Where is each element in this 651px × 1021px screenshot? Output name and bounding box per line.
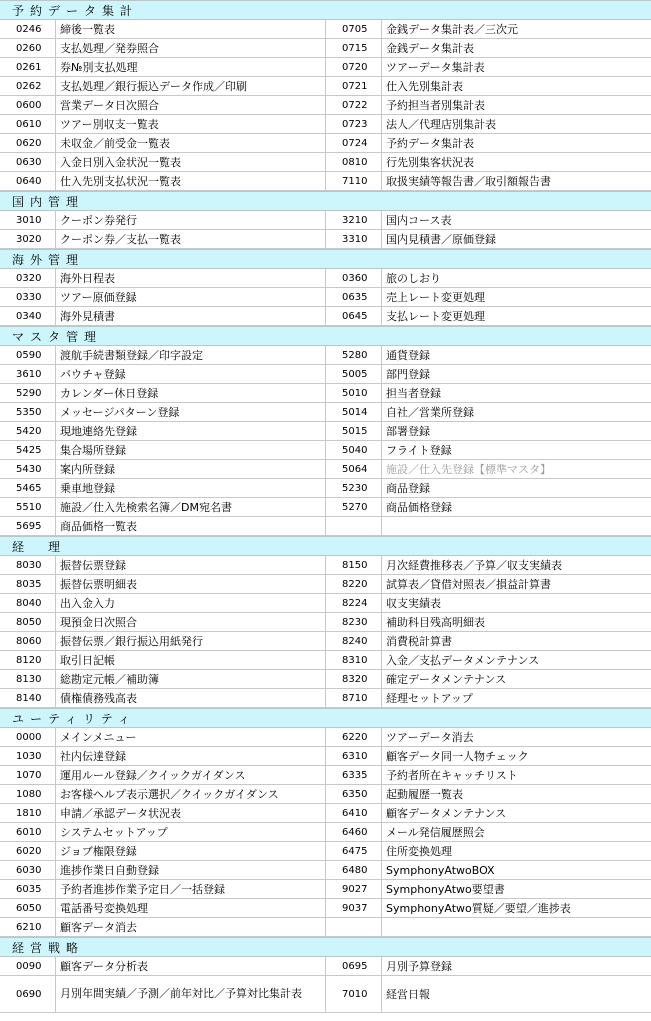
menu-code: 0360	[326, 269, 381, 288]
menu-row	[0, 479, 651, 498]
menu-code: 6035	[0, 880, 55, 899]
menu-code: 5014	[326, 403, 381, 422]
menu-row	[0, 96, 651, 115]
menu-row	[0, 403, 651, 422]
menu-item-link[interactable]: 担当者登録	[381, 384, 651, 403]
menu-code: 0635	[326, 288, 381, 307]
menu-code: 0261	[0, 58, 55, 77]
menu-code: 5695	[0, 517, 55, 536]
menu-code: 9027	[326, 880, 381, 899]
menu-code: 8320	[326, 670, 381, 689]
menu-row	[0, 957, 651, 976]
menu-item-link[interactable]: 取引日記帳	[55, 651, 326, 670]
menu-item-link[interactable]: 集合場所登録	[55, 441, 326, 460]
menu-code: 3020	[0, 230, 55, 249]
menu-code	[326, 517, 381, 536]
menu-item-link[interactable]: 金銭データ集計表	[381, 39, 651, 58]
menu-code: 5465	[0, 479, 55, 498]
menu-item-link[interactable]: 試算表／貸借対照表／損益計算書	[381, 575, 651, 594]
menu-code: 0724	[326, 134, 381, 153]
menu-code: 0695	[326, 957, 381, 976]
menu-item-link[interactable]: フライト登録	[381, 441, 651, 460]
menu-item-link[interactable]: 海外日程表	[55, 269, 326, 288]
menu-code: 6480	[326, 861, 381, 880]
menu-code: 1070	[0, 766, 55, 785]
menu-item-link[interactable]: お客様ヘルプ表示選択／クイックガイダンス	[55, 785, 326, 804]
menu-row	[0, 211, 651, 230]
menu-item-link[interactable]: 顧客データ同一人物チェック	[381, 747, 651, 766]
menu-code: 0620	[0, 134, 55, 153]
menu-code: 0630	[0, 153, 55, 172]
menu-item-link[interactable]: 支払レート変更処理	[381, 307, 651, 326]
menu-item-link[interactable]: 海外見積書	[55, 307, 326, 326]
menu-code: 8040	[0, 594, 55, 613]
section-header: マスタ管理	[0, 326, 651, 346]
menu-item-link[interactable]: 予約データ集計表	[381, 134, 651, 153]
menu-row	[0, 613, 651, 632]
menu-code: 0340	[0, 307, 55, 326]
menu-item-link[interactable]: 経理セットアップ	[381, 689, 651, 708]
menu-item-link[interactable]: 進捗作業日自動登録	[55, 861, 326, 880]
menu-item-link[interactable]: 商品価格登録	[381, 498, 651, 517]
menu-item-link[interactable]: 通貨登録	[381, 346, 651, 365]
menu-code: 0722	[326, 96, 381, 115]
menu-code: 6030	[0, 861, 55, 880]
menu-code: 3310	[326, 230, 381, 249]
menu-row	[0, 346, 651, 365]
menu-code: 0705	[326, 20, 381, 39]
menu-row	[0, 422, 651, 441]
section-header: 経営戦略	[0, 937, 651, 957]
menu-item-link[interactable]: 住所変換処理	[381, 842, 651, 861]
menu-item-link[interactable]: 振替伝票登録	[55, 556, 326, 575]
menu-row	[0, 134, 651, 153]
menu-code: 6010	[0, 823, 55, 842]
menu-item-link[interactable]: 出入金入力	[55, 594, 326, 613]
menu-code: 6020	[0, 842, 55, 861]
menu-item-link[interactable]: 自社／営業所登録	[381, 403, 651, 422]
menu-row	[0, 594, 651, 613]
menu-item-link[interactable]: 金銭データ集計表／三次元	[381, 20, 651, 39]
menu-code: 5015	[326, 422, 381, 441]
menu-row	[0, 918, 651, 937]
section-header: 予約データ集計	[0, 0, 651, 20]
menu-row	[0, 632, 651, 651]
menu-row	[0, 728, 651, 747]
menu-code: 3010	[0, 211, 55, 230]
menu-item-link[interactable]: 総勘定元帳／補助簿	[55, 670, 326, 689]
menu-item-link[interactable]: 振替伝票／銀行振込用紙発行	[55, 632, 326, 651]
menu-code: 6410	[326, 804, 381, 823]
menu-item-link[interactable]: 仕入先別集計表	[381, 77, 651, 96]
menu-code: 8224	[326, 594, 381, 613]
menu-row	[0, 288, 651, 307]
menu-code: 5064	[326, 460, 381, 479]
menu-item-link[interactable]: 商品登録	[381, 479, 651, 498]
empty-cell	[381, 918, 651, 937]
menu-code: 0721	[326, 77, 381, 96]
menu-row	[0, 747, 651, 766]
menu-item-link[interactable]: 旅のしおり	[381, 269, 651, 288]
menu-item-link[interactable]: メインメニュー	[55, 728, 326, 747]
menu-item-link[interactable]: 乗車地登録	[55, 479, 326, 498]
menu-item-link[interactable]: ツアー原価登録	[55, 288, 326, 307]
menu-code: 6460	[326, 823, 381, 842]
menu-item-link[interactable]: 支払処理／銀行振込データ作成／印刷	[55, 77, 326, 96]
menu-item-link[interactable]: クーポン券発行	[55, 211, 326, 230]
menu-code	[326, 918, 381, 937]
menu-code: 5290	[0, 384, 55, 403]
menu-item-link[interactable]: 行先別集客状況表	[381, 153, 651, 172]
menu-row	[0, 575, 651, 594]
menu-row	[0, 670, 651, 689]
menu-code: 5280	[326, 346, 381, 365]
menu-item-link[interactable]: ツアーデータ消去	[381, 728, 651, 747]
menu-code: 5005	[326, 365, 381, 384]
menu-item-link[interactable]: システムセットアップ	[55, 823, 326, 842]
menu-code: 6220	[326, 728, 381, 747]
menu-item-link[interactable]: 施設／仕入先検索名簿／DM宛名書	[55, 498, 326, 517]
menu-row	[0, 269, 651, 288]
menu-code: 1030	[0, 747, 55, 766]
menu-row	[0, 58, 651, 77]
menu-row	[0, 823, 651, 842]
menu-row	[0, 77, 651, 96]
menu-item-link[interactable]: 予約者所在キャッチリスト	[381, 766, 651, 785]
menu-item-link[interactable]: 月別年間実績／予測／前年対比／予算対比集計表	[55, 976, 326, 1013]
menu-item-link[interactable]: SymphonyAtwo要望書	[381, 880, 651, 899]
menu-code: 0590	[0, 346, 55, 365]
menu-code: 3610	[0, 365, 55, 384]
menu-item-link[interactable]: SymphonyAtwoBOX	[381, 861, 651, 880]
menu-code: 0720	[326, 58, 381, 77]
menu-code: 0810	[326, 153, 381, 172]
menu-code: 8050	[0, 613, 55, 632]
menu-item-link[interactable]: 取扱実績等報告書／取引額報告書	[381, 172, 651, 191]
menu-item-link[interactable]: 振替伝票明細表	[55, 575, 326, 594]
menu-code: 0610	[0, 115, 55, 134]
menu-code: 8230	[326, 613, 381, 632]
menu-item-link[interactable]: 顧客データ分析表	[55, 957, 326, 976]
menu-row	[0, 172, 651, 191]
section-header: ユーティリティ	[0, 708, 651, 728]
menu-item-link[interactable]: 入金日別入金状況一覧表	[55, 153, 326, 172]
menu-item-link[interactable]: 社内伝達登録	[55, 747, 326, 766]
menu-item-link: 施設／仕入先登録【標準マスタ】	[381, 460, 651, 479]
menu-code: 8130	[0, 670, 55, 689]
menu-code: 5420	[0, 422, 55, 441]
menu-row	[0, 230, 651, 249]
menu-code: 8150	[326, 556, 381, 575]
menu-item-link[interactable]: 現地連絡先登録	[55, 422, 326, 441]
menu-code: 0645	[326, 307, 381, 326]
menu-row	[0, 785, 651, 804]
menu-row	[0, 861, 651, 880]
menu-code: 0330	[0, 288, 55, 307]
menu-item-link[interactable]: ジョブ権限登録	[55, 842, 326, 861]
menu-item-link[interactable]: 売上レート変更処理	[381, 288, 651, 307]
menu-item-link[interactable]: 国内コース表	[381, 211, 651, 230]
menu-row	[0, 20, 651, 39]
menu-row	[0, 39, 651, 58]
menu-item-link[interactable]: 補助科目残高明細表	[381, 613, 651, 632]
menu-code: 6475	[326, 842, 381, 861]
menu-row	[0, 307, 651, 326]
menu-code: 0690	[0, 976, 55, 1013]
menu-row	[0, 115, 651, 134]
menu-item-link[interactable]: 渡航手続書類登録／印字設定	[55, 346, 326, 365]
menu-code: 8240	[326, 632, 381, 651]
menu-item-link[interactable]: ツアーデータ集計表	[381, 58, 651, 77]
menu-item-link[interactable]: 現預金日次照合	[55, 613, 326, 632]
menu-item-link[interactable]: 申請／承認データ状況表	[55, 804, 326, 823]
menu-code: 8220	[326, 575, 381, 594]
menu-item-link[interactable]: 予約担当者別集計表	[381, 96, 651, 115]
menu-code: 8030	[0, 556, 55, 575]
menu-row	[0, 498, 651, 517]
section-header: 海外管理	[0, 249, 651, 269]
menu-code: 1810	[0, 804, 55, 823]
menu-row	[0, 441, 651, 460]
menu-code: 1080	[0, 785, 55, 804]
menu-code: 8710	[326, 689, 381, 708]
menu-code: 6210	[0, 918, 55, 937]
menu-code: 0715	[326, 39, 381, 58]
section-header: 国内管理	[0, 191, 651, 211]
menu-item-link[interactable]: ツアー別収支一覧表	[55, 115, 326, 134]
menu-code: 6310	[326, 747, 381, 766]
menu-row	[0, 880, 651, 899]
menu-item-link[interactable]: 収支実績表	[381, 594, 651, 613]
menu-row	[0, 556, 651, 575]
menu-code: 8060	[0, 632, 55, 651]
menu-code: 0246	[0, 20, 55, 39]
menu-code: 0260	[0, 39, 55, 58]
menu-row	[0, 460, 651, 479]
menu-row	[0, 766, 651, 785]
menu-item-link[interactable]: 顧客データメンテナンス	[381, 804, 651, 823]
menu-item-link[interactable]: 月別予算登録	[381, 957, 651, 976]
menu-code: 5510	[0, 498, 55, 517]
menu-item-link[interactable]: バウチャ登録	[55, 365, 326, 384]
empty-cell	[381, 517, 651, 536]
menu-code: 8035	[0, 575, 55, 594]
menu-item-link[interactable]: 消費税計算書	[381, 632, 651, 651]
menu-code: 5230	[326, 479, 381, 498]
menu-item-link[interactable]: 未収金／前受金一覧表	[55, 134, 326, 153]
menu-code: 8140	[0, 689, 55, 708]
menu-code: 7110	[326, 172, 381, 191]
menu-item-link[interactable]: 商品価格一覧表	[55, 517, 326, 536]
menu-row	[0, 842, 651, 861]
menu-code: 0262	[0, 77, 55, 96]
menu-row	[0, 976, 651, 1013]
menu-item-link[interactable]: 経営日報	[381, 976, 651, 1013]
menu-code: 5425	[0, 441, 55, 460]
menu-code: 0640	[0, 172, 55, 191]
section-header: 経 理	[0, 536, 651, 556]
menu-code: 8120	[0, 651, 55, 670]
menu-row	[0, 689, 651, 708]
menu-row	[0, 651, 651, 670]
menu-item-link[interactable]: 債権債務残高表	[55, 689, 326, 708]
menu-item-link[interactable]: 月次経費推移表／予算／収支実績表	[381, 556, 651, 575]
menu-item-link[interactable]: 部門登録	[381, 365, 651, 384]
menu-code: 5350	[0, 403, 55, 422]
menu-item-link[interactable]: カレンダー休日登録	[55, 384, 326, 403]
menu-item-link[interactable]: 予約者進捗作業予定日／一括登録	[55, 880, 326, 899]
menu-code: 8310	[326, 651, 381, 670]
menu-item-link[interactable]: 確定データメンテナンス	[381, 670, 651, 689]
menu-code: 0000	[0, 728, 55, 747]
menu-item-link[interactable]: 国内見積書／原価登録	[381, 230, 651, 249]
menu-item-link[interactable]: 営業データ日次照合	[55, 96, 326, 115]
menu-code: 0320	[0, 269, 55, 288]
menu-code: 0090	[0, 957, 55, 976]
menu-row	[0, 804, 651, 823]
menu-row	[0, 899, 651, 918]
menu-item-link[interactable]: 締後一覧表	[55, 20, 326, 39]
menu-code: 3210	[326, 211, 381, 230]
menu-item-link[interactable]: 案内所登録	[55, 460, 326, 479]
menu-code: 6350	[326, 785, 381, 804]
menu-item-link[interactable]: 起動履歴一覧表	[381, 785, 651, 804]
menu-code: 5010	[326, 384, 381, 403]
menu-code: 7010	[326, 976, 381, 1013]
menu-code: 9037	[326, 899, 381, 918]
menu-item-link[interactable]: 運用ルール登録／クイックガイダンス	[55, 766, 326, 785]
menu-item-link[interactable]: SymphonyAtwo質疑／要望／進捗表	[381, 899, 651, 918]
menu-row	[0, 153, 651, 172]
menu-item-link[interactable]: 仕入先別支払状況一覧表	[55, 172, 326, 191]
menu-item-link[interactable]: 電話番号変換処理	[55, 899, 326, 918]
menu-item-link[interactable]: 券№別支払処理	[55, 58, 326, 77]
menu-code: 0723	[326, 115, 381, 134]
menu-code: 5270	[326, 498, 381, 517]
menu-item-link[interactable]: 支払処理／発券照合	[55, 39, 326, 58]
menu-item-link[interactable]: メッセージパターン登録	[55, 403, 326, 422]
menu-code: 6050	[0, 899, 55, 918]
menu-item-link[interactable]: 入金／支払データメンテナンス	[381, 651, 651, 670]
menu-code: 5040	[326, 441, 381, 460]
menu-code: 5430	[0, 460, 55, 479]
menu-row	[0, 517, 651, 536]
menu-item-link[interactable]: 顧客データ消去	[55, 918, 326, 937]
menu-code: 6335	[326, 766, 381, 785]
menu-row	[0, 384, 651, 403]
menu-row	[0, 365, 651, 384]
menu-code: 0600	[0, 96, 55, 115]
menu-item-link[interactable]: 部署登録	[381, 422, 651, 441]
menu-item-link[interactable]: 法人／代理店別集計表	[381, 115, 651, 134]
menu-item-link[interactable]: クーポン券／支払一覧表	[55, 230, 326, 249]
menu-item-link[interactable]: メール発信履歴照会	[381, 823, 651, 842]
